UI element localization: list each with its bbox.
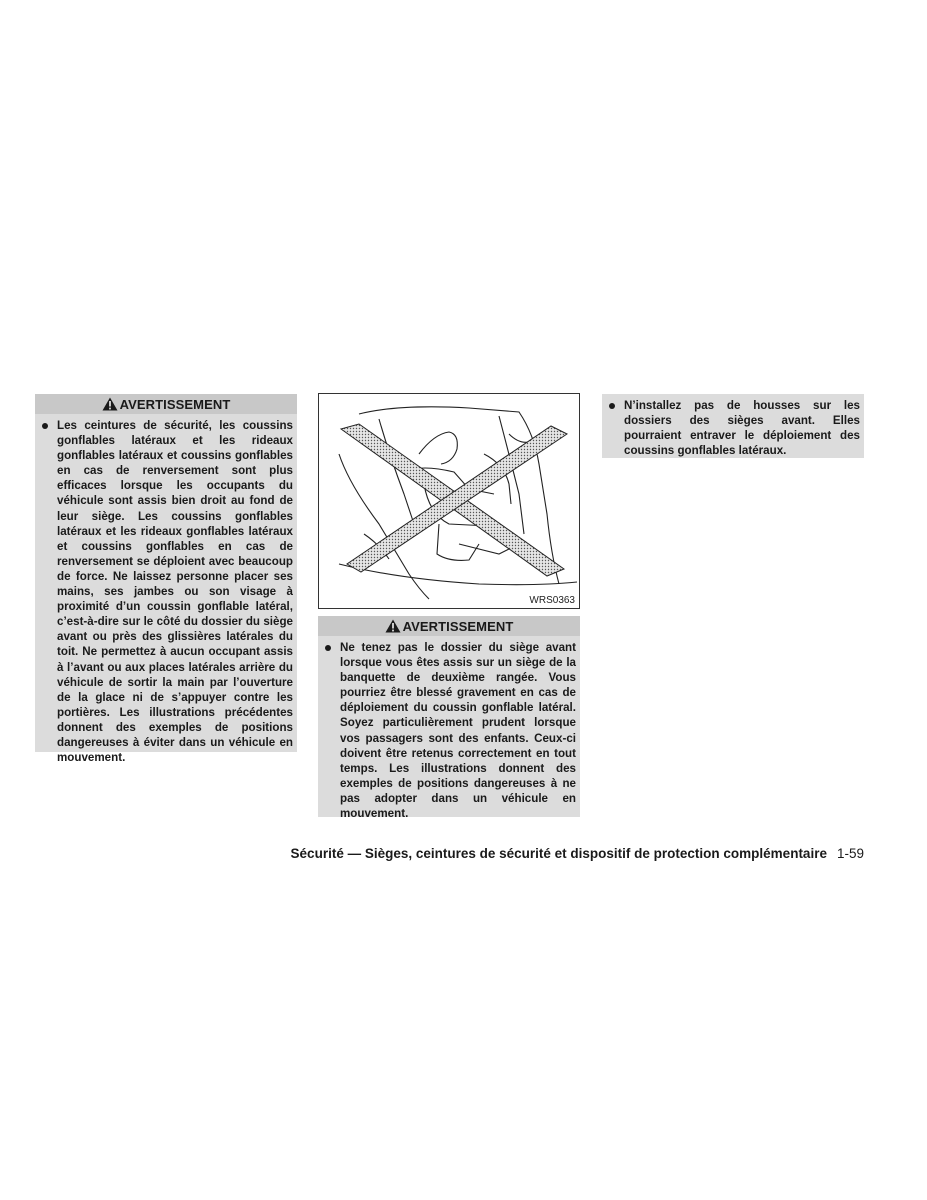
warning-item [606,398,860,458]
warning-list [318,636,580,827]
figure-code: WRS0363 [529,595,575,606]
warning-item [39,418,293,765]
warning-list [602,394,864,464]
warning-triangle-icon [102,397,118,411]
warning-title: AVERTISSEMENT [402,618,514,634]
warning-box-side-airbags [35,394,297,765]
warning-item-text: N’installez pas de housses sur les dossiers des sièges avant. Elles pourraient entraver le déploiement des coussins gonflables latéraux. [624,399,860,458]
warning-header [35,394,297,414]
warning-list [35,414,297,771]
page-footer [200,846,864,861]
bullet-icon [325,645,331,651]
warning-box-seat-covers [602,394,864,458]
warning-box-seatback [318,616,580,821]
warning-title: AVERTISSEMENT [119,396,231,412]
illustration-drawing [319,394,579,608]
bullet-icon [609,403,615,409]
warning-item-text: Ne tenez pas le dossier du siège avant lorsque vous êtes assis sur un siège de la banquette de deuxième rangée. Vous pourriez être blessé gravement en cas de déploiement du coussin gonflable latéral. Soyez particulièrement prudent lorsque vos passagers sont des enfants. Ceux-ci doivent être retenus correctement en tout temps. Les illustrations donnent des exemples de positions dangereuses à ne pas adopter dans un véhicule en mouvement. [340,641,576,821]
warning-triangle-icon [385,619,401,633]
prohibited-cross [341,424,567,576]
warning-item [322,640,576,821]
warning-header [318,616,580,636]
warning-item-text: Les ceintures de sécurité, les coussins gonflables latéraux et les rideaux gonflables latéraux et coussins gonflables en cas de renversement sont plus efficaces lorsque les occupants du véhicule sont assis bien droit au fond de leur siège. Les coussins gonflables latéraux et les rideaux gonflables latéraux et coussins gonflables en cas de renversement se déploient avec beaucoup de force. Ne laissez personne placer ses mains, ses jambes ou son visage à proximité d’un coussin gonflable latéral, c’est-à-dire sur le côté du dossier du siège avant ou près des glissières latérales du toit. Ne permettez à aucun occupant assis à l’avant ou aux places latérales arrière du véhicule de sortir la main par l’ouverture de la glace ni de s’appuyer contre les portières. Les illustrations précédentes donnent des exemples de positions dangereuses à éviter dans un véhicule en mouvement. [57,419,293,765]
footer-section-title: Sécurité — Sièges, ceintures de sécurité et dispositif de protection complémentaire [290,846,827,861]
page-number: 1-59 [836,846,864,861]
illustration-figure [318,393,580,609]
bullet-icon [42,423,48,429]
